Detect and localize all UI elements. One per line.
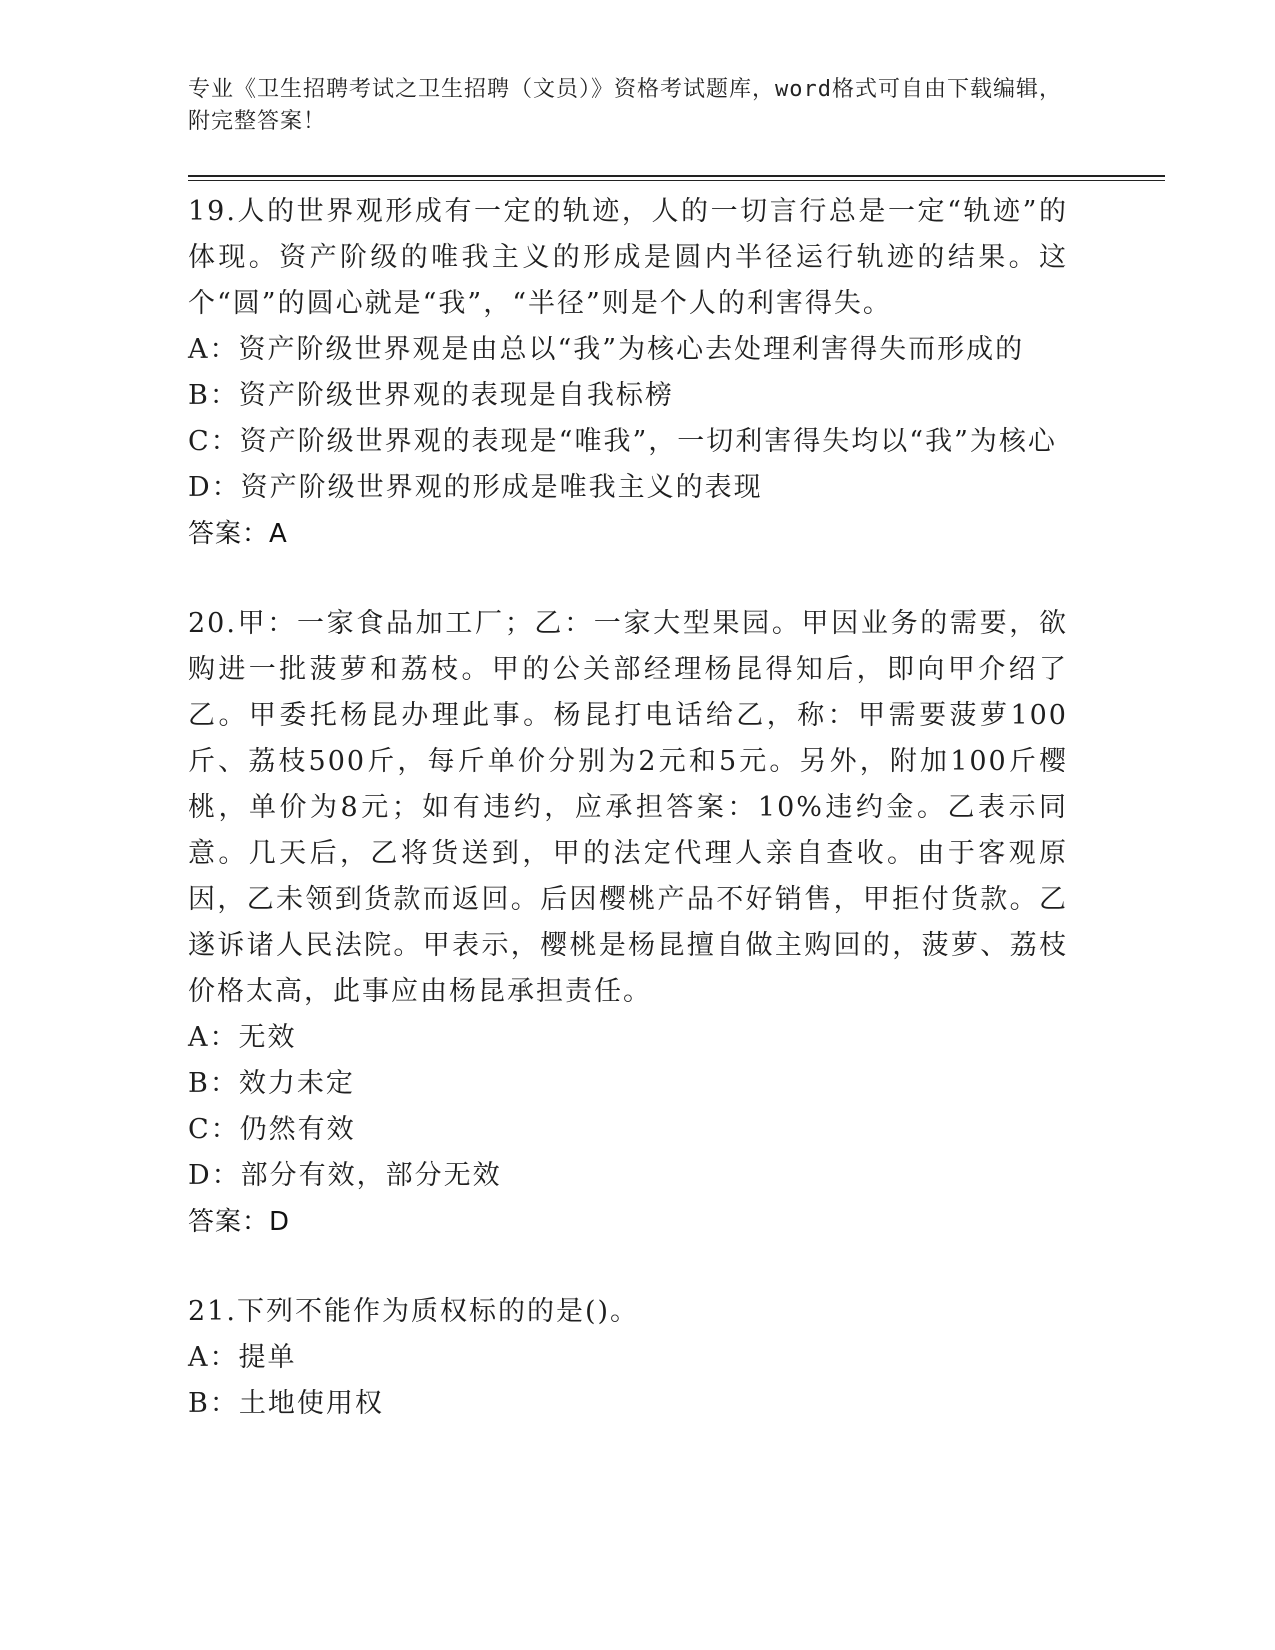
- option-d: D：部分有效，部分无效: [188, 1160, 502, 1191]
- option-d: D：资产阶级世界观的形成是唯我主义的表现: [188, 472, 763, 503]
- option-c: C：资产阶级世界观的表现是“唯我”，一切利害得失均以“我”为核心: [188, 426, 1057, 457]
- question-text: 21.下列不能作为质权标的的是()。: [188, 1296, 640, 1327]
- header-divider-thick: [188, 175, 1165, 177]
- spacer: [188, 557, 1088, 601]
- question-text: 19.人的世界观形成有一定的轨迹，人的一切言行总是一定“轨迹”的体现。资产阶级的唯我主义的形成是圆内半径运行轨迹的结果。这个“圆”的圆心就是“我”，“半径”则是个人的利害得失。: [188, 196, 1068, 319]
- question-text: 20.甲：一家食品加工厂；乙：一家大型果园。甲因业务的需要，欲购进一批菠萝和荔枝。甲的公关部经理杨昆得知后，即向甲介绍了乙。甲委托杨昆办理此事。杨昆打电话给乙，称：甲需要菠萝100斤、荔枝500斤，每斤单价分别为2元和5元。另外，附加100斤樱桃，单价为8元；如有违约，应承担答案：10%违约金。乙表示同意。几天后，乙将货送到，甲的法定代理人亲自查收。由于客观原因，乙未领到货款而返回。后因樱桃产品不好销售，甲拒付货款。乙遂诉诸人民法院。甲表示，樱桃是杨昆擅自做主购回的，菠萝、荔枝价格太高，此事应由杨昆承担责任。: [188, 608, 1068, 1007]
- question-21: [188, 1289, 1088, 1427]
- option-b: B：效力未定: [188, 1068, 355, 1099]
- document-header: [188, 74, 1078, 138]
- option-a: A：无效: [188, 1022, 297, 1053]
- answer: 答案：D: [188, 1207, 291, 1237]
- header-text: 专业《卫生招聘考试之卫生招聘（文员）》资格考试题库，word格式可自由下载编辑，附完整答案！: [188, 77, 1062, 134]
- option-c: C：仍然有效: [188, 1114, 356, 1145]
- question-19: [188, 189, 1088, 557]
- option-b: B：资产阶级世界观的表现是自我标榜: [188, 380, 674, 411]
- question-20: [188, 601, 1088, 1245]
- option-b: B：土地使用权: [188, 1388, 384, 1419]
- option-a: A：资产阶级世界观是由总以“我”为核心去处理利害得失而形成的: [188, 334, 1025, 365]
- option-a: A：提单: [188, 1342, 297, 1373]
- answer: 答案：A: [188, 519, 288, 549]
- header-divider-thin: [188, 180, 1165, 181]
- spacer: [188, 1245, 1088, 1289]
- question-list: [188, 189, 1088, 1427]
